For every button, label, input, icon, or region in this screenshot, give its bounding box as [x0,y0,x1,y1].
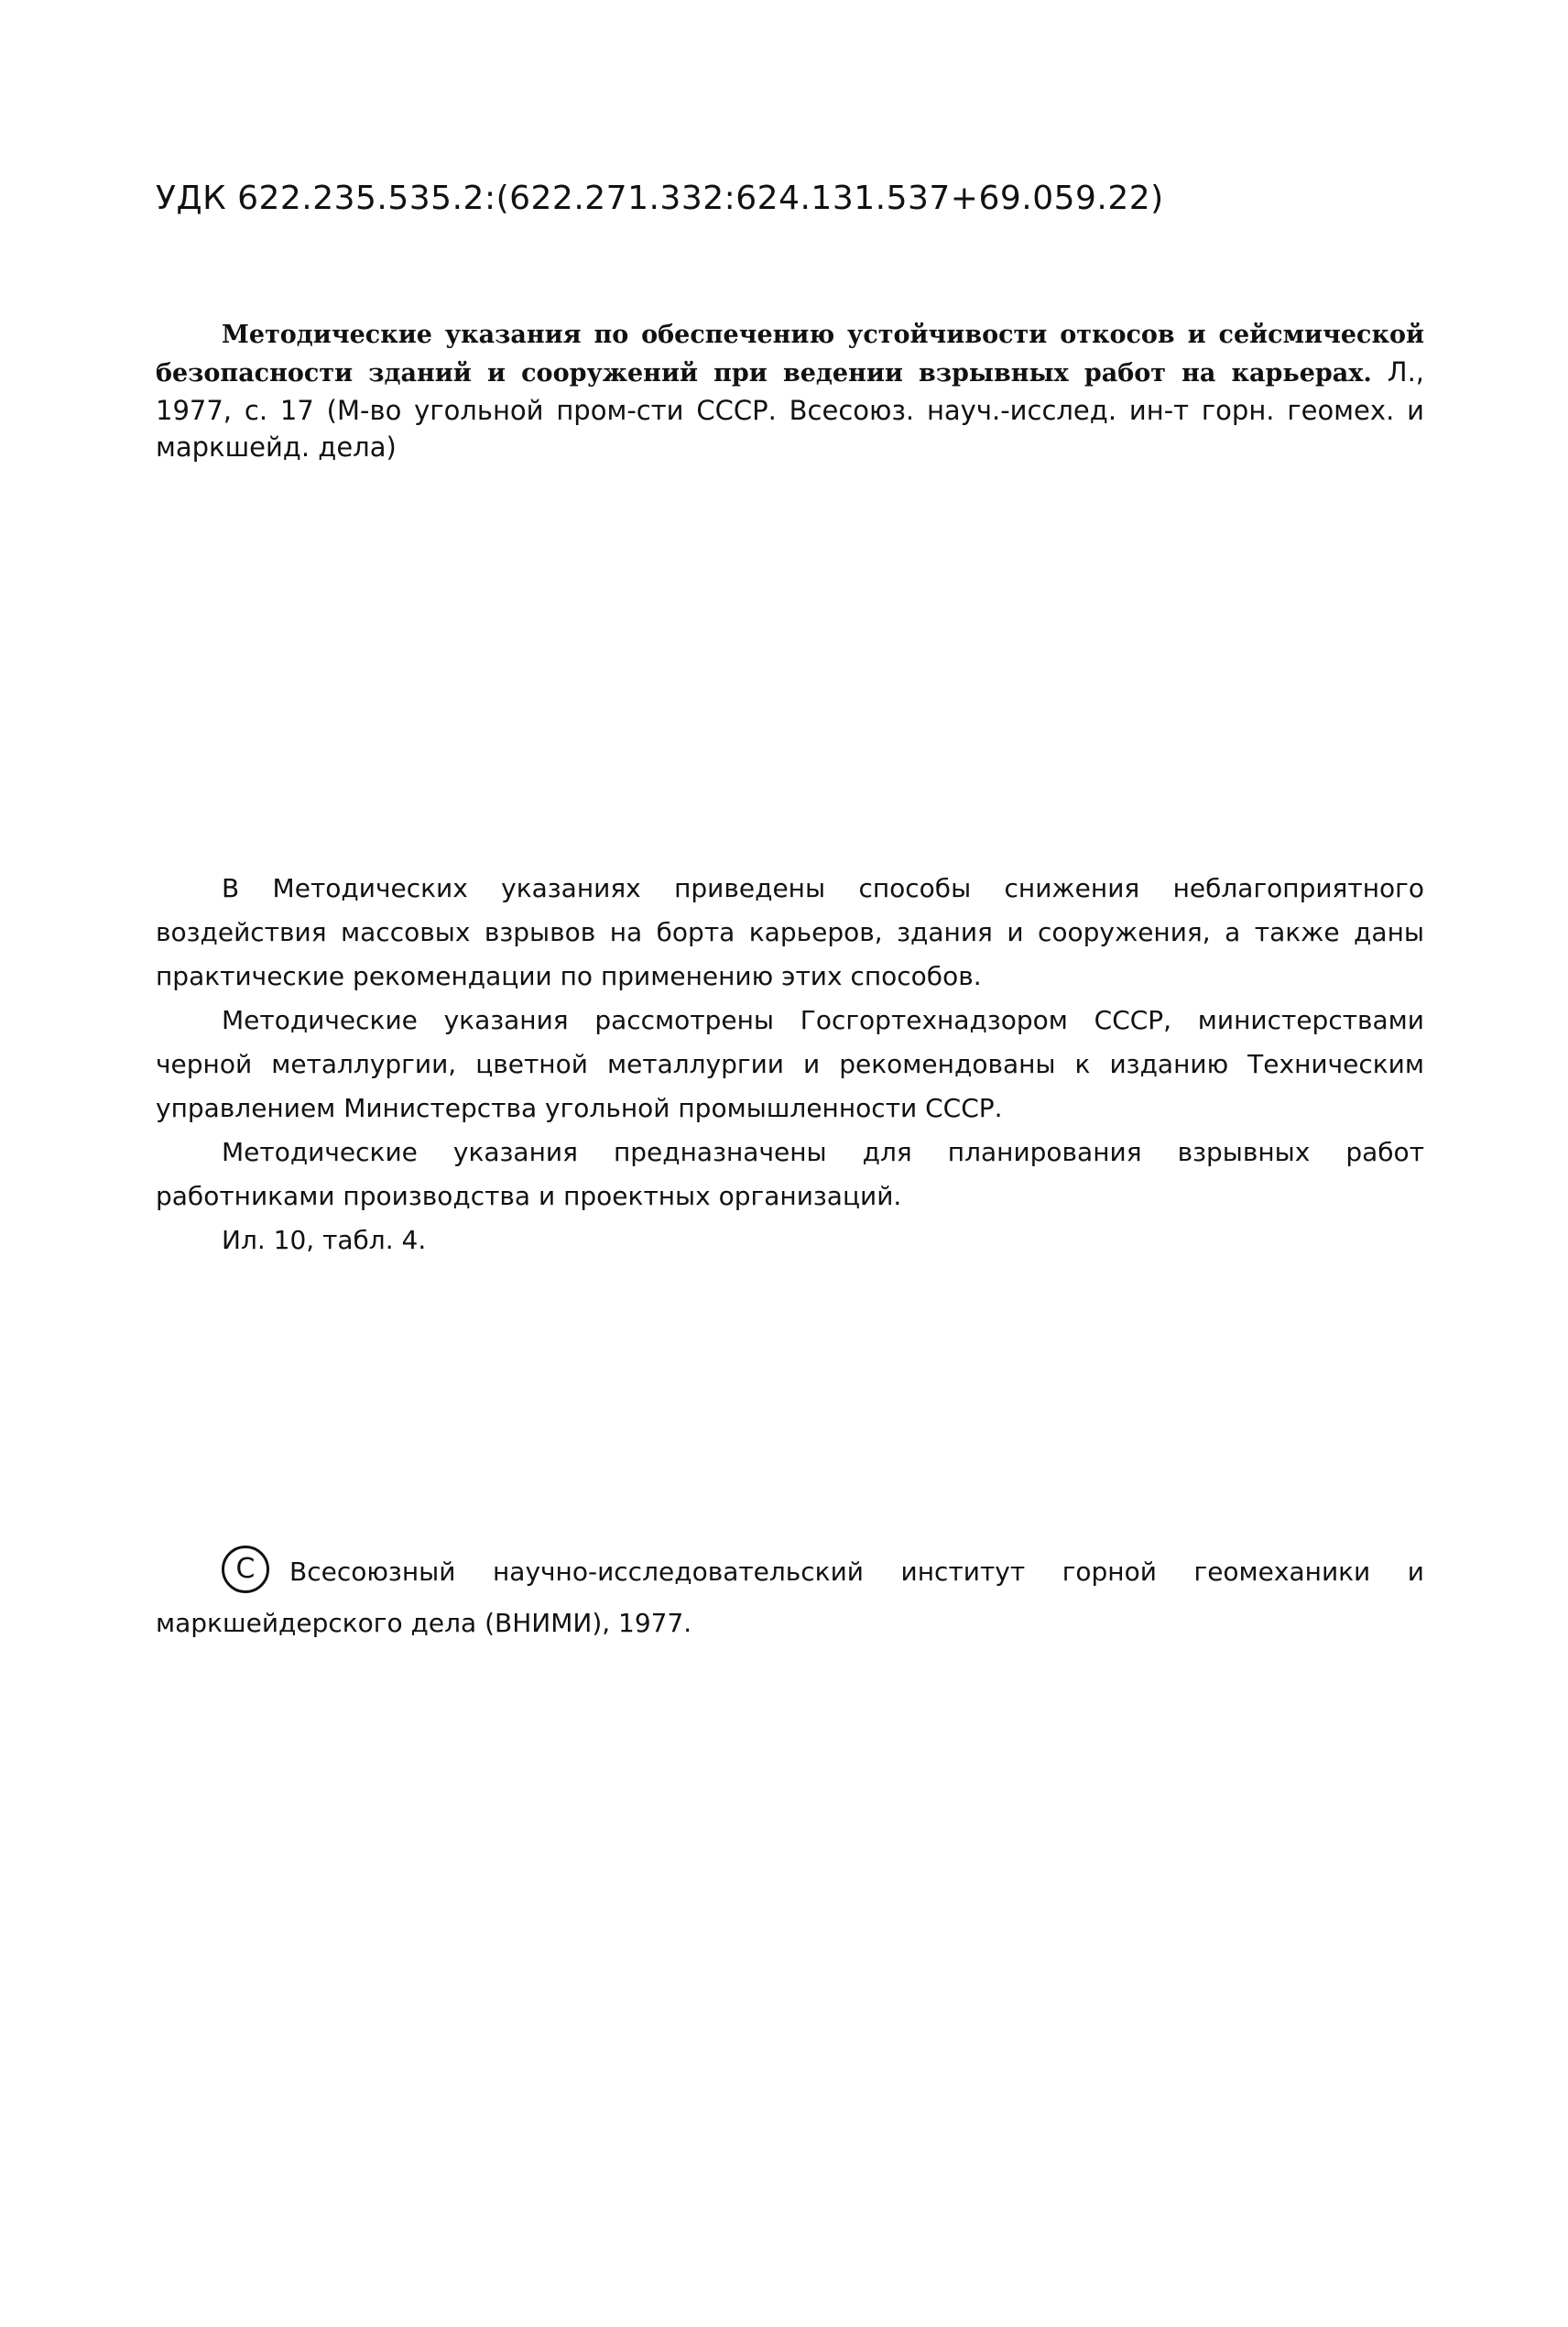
abstract-paragraph: Методические указания предназначены для планирования взрывных работ работниками производства и проектных организаций. [156,1137,1424,1211]
copyright-icon: С [222,1546,269,1593]
abstract [156,867,1424,1262]
copyright-text: Всесоюзный научно-исследовательский институт горной геомеханики и маркшейдерского дела (ВНИМИ), 1977. [156,1557,1424,1638]
copyright-notice [156,1546,1424,1649]
illustrations-tables-count: Ил. 10, табл. 4. [222,1225,427,1255]
bibliographic-description [156,315,1424,465]
abstract-paragraph: В Методических указаниях приведены способы снижения неблагоприятного воздействия массовых взрывов на борта карьеров, здания и сооружения, а также даны практические рекомендации по применению этих способов. [156,873,1424,991]
bibliographic-title: Методические указания по обеспечению устойчивости откосов и сейсмической безопасности зданий и сооружений при ведении взрывных работ на карьерах. [156,321,1424,388]
udk-classification: УДК 622.235.535.2:(622.271.332:624.131.537+69.059.22) [156,180,1164,217]
abstract-paragraph: Методические указания рассмотрены Госгортехнадзором СССР, министерствами черной металлургии, цветной металлургии и рекомендованы к изданию Техническим управлением Министерства угольной промышленности СССР. [156,1005,1424,1123]
bibliographic-imprint: Л., 1977, с. 17 (М-во угольной пром-сти СССР. Всесоюз. науч.-исслед. ин-т горн. геомех. и маркшейд. дела) [156,356,1425,463]
